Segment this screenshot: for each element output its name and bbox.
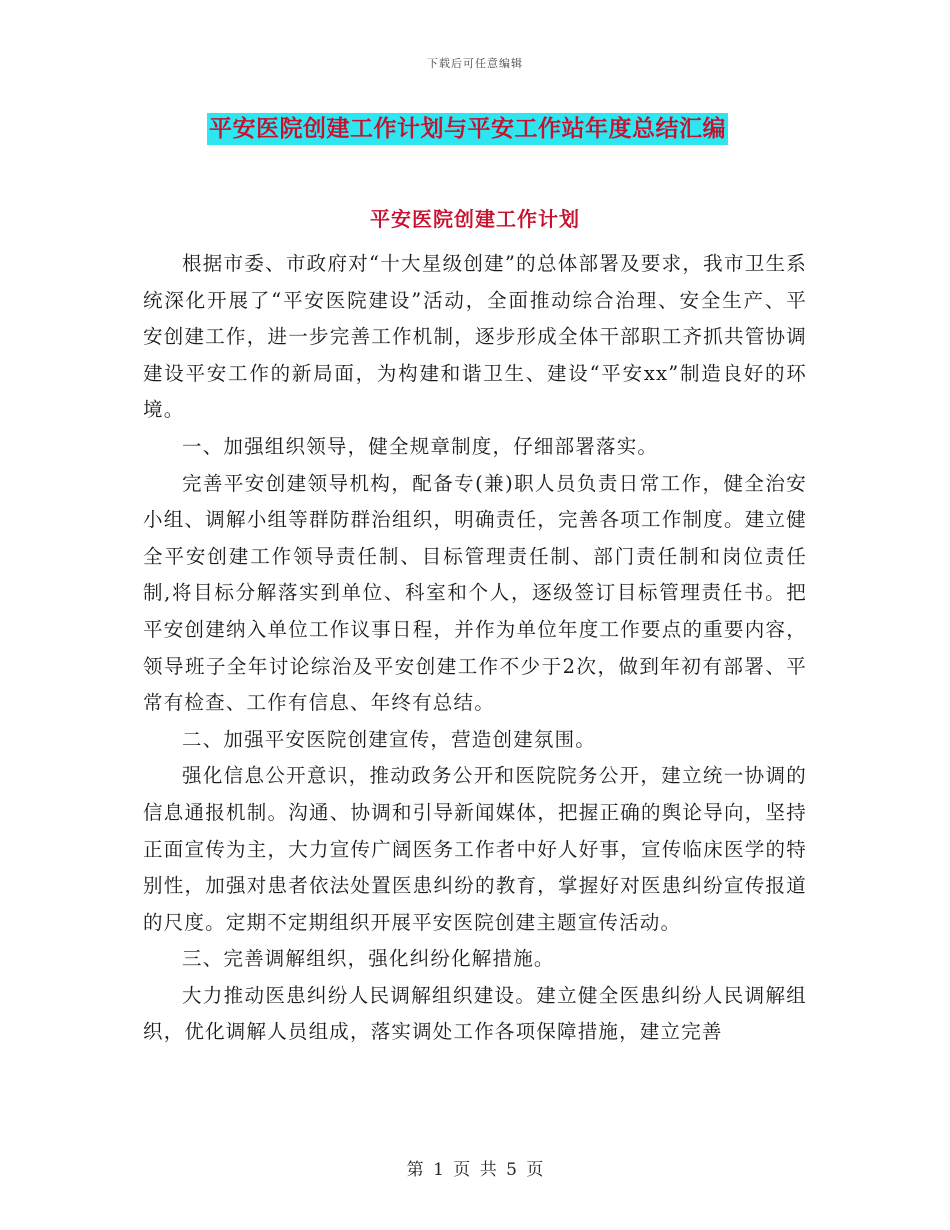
paragraph-section-3: 大力推动医患纠纷人民调解组织建设。建立健全医患纠纷人民调解组织，优化调解人员组成，落实调处工作各项保障措施，建立完善: [143, 983, 807, 1044]
paragraph-section-2: 强化信息公开意识，推动政务公开和医院院务公开，建立统一协调的信息通报机制。沟通、协调和引导新闻媒体，把握正确的舆论导向，坚持正面宣传为主，大力宣传广阔医务工作者中好人好事，宣传临床医学的特别性，加强对患者依法处置医患纠纷的教育，掌握好对医患纠纷宣传报道的尺度。定期不定期组织开展平安医院创建主题宣传活动。: [143, 764, 807, 934]
heading-section-3: 三、完善调解组织，强化纠纷化解措施。: [182, 947, 555, 971]
header-note: 下载后可任意编辑: [427, 57, 523, 70]
paragraph-intro: 根据市委、市政府对“十大星级创建”的总体部署及要求，我市卫生系统深化开展了“平安医院建设”活动，全面推动综合治理、安全生产、平安创建工作，进一步完善工作机制，逐步形成全体干部职工齐抓共管协调建设平安工作的新局面，为构建和谐卫生、建设“平安xx”制造良好的环境。: [143, 252, 807, 422]
section-title: 平安医院创建工作计划: [370, 207, 580, 231]
document-body: [143, 246, 807, 1051]
paragraph-section-1: 完善平安创建领导机构，配备专(兼)职人员负责日常工作，健全治安小组、调解小组等群防群治组织，明确责任，完善各项工作制度。建立健全平安创建工作领导责任制、目标管理责任制、部门责任制和岗位责任制,将目标分解落实到单位、科室和个人，逐级签订目标管理责任书。把平安创建纳入单位工作议事日程，并作为单位年度工作要点的重要内容，领导班子全年讨论综治及平安创建工作不少于2次，做到年初有部署、平常有检查、工作有信息、年终有总结。: [143, 471, 807, 715]
document-main-title: 平安医院创建工作计划与平安工作站年度总结汇编: [207, 113, 728, 145]
heading-section-2: 二、加强平安医院创建宣传，营造创建氛围。: [182, 727, 597, 751]
heading-section-1: 一、加强组织领导，健全规章制度，仔细部署落实。: [182, 434, 659, 458]
page-number-footer: 第 1 页 共 5 页: [406, 1160, 544, 1180]
